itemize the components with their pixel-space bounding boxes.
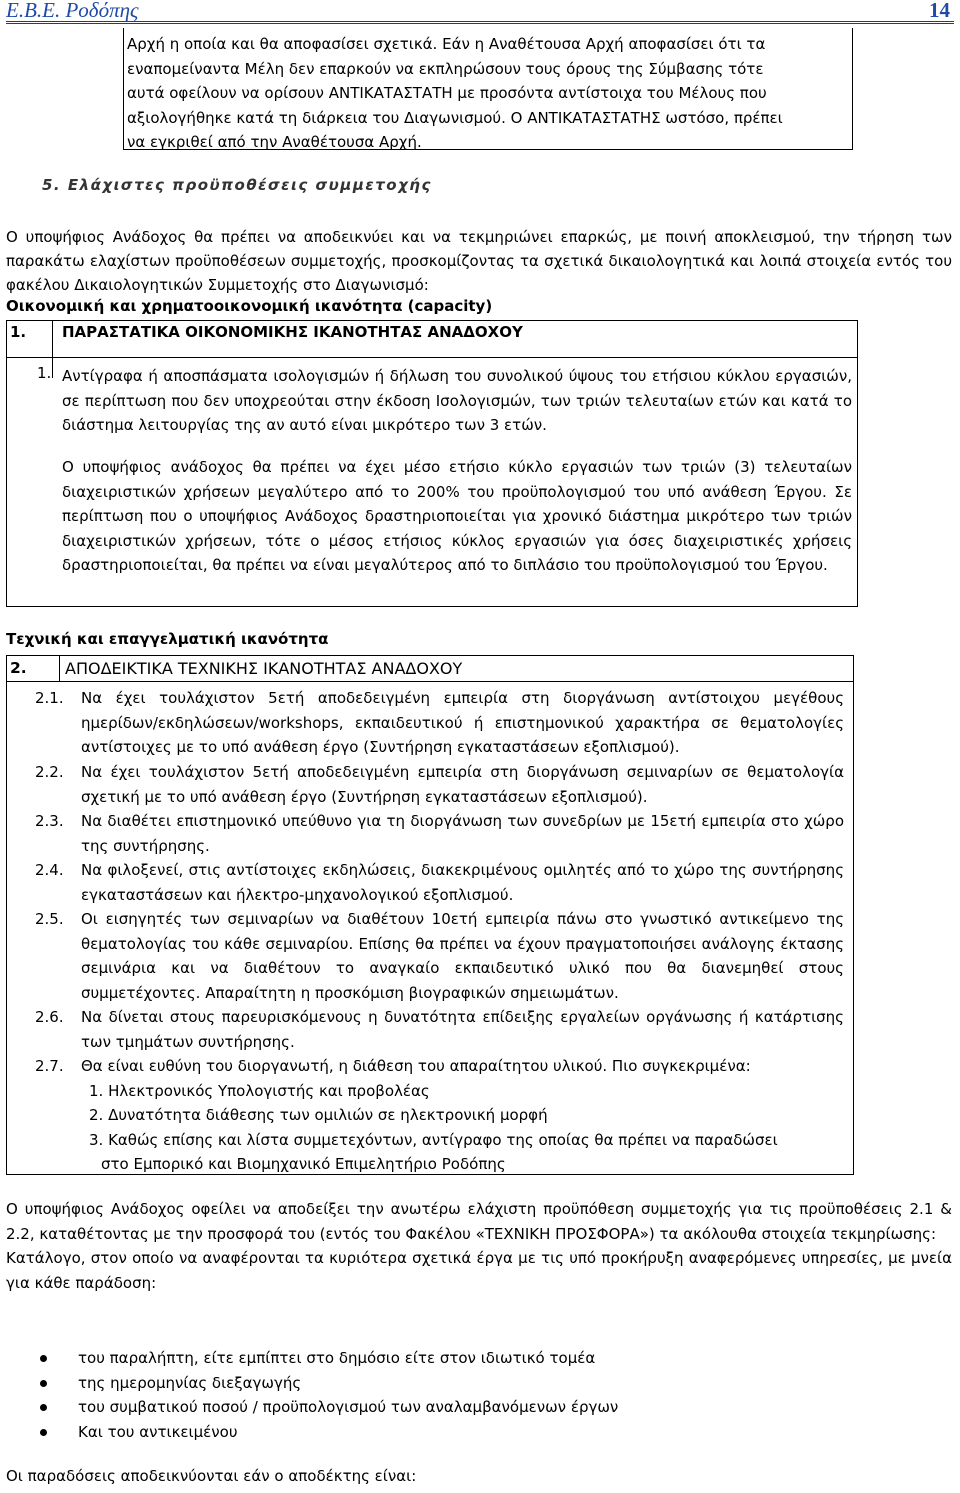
technical-subtitle: Τεχνική και επαγγελματική ικανότητα (6, 630, 329, 648)
financial-box-number: 1. (10, 323, 27, 341)
financial-box-header (6, 320, 858, 358)
item-text: Να φιλοξενεί, στις αντίστοιχες εκδηλώσεις, διακεκριμένους ομιλητές από το χώρο της συντήρησης εγκαταστάσεων και ήλεκτρο-μηχανολογικού εξοπλισμού. (81, 861, 844, 904)
item-text (81, 1054, 844, 1177)
outro-text-2: Κατάλογο, στον οποίο να αναφέρονται τα κυριότερα σχετικά έργα με τις υπό προκήρυξη αναφερόμενες υπηρεσίες, με μνεία για κάθε παράδοση: (6, 1249, 952, 1292)
bullet-icon (40, 1380, 47, 1387)
technical-box-header (7, 656, 853, 682)
bullet-text: του παραλήπτη, είτε εμπίπτει στο δημόσιο είτε στον ιδιωτικό τομέα (78, 1349, 596, 1367)
divider (59, 656, 60, 682)
financial-subtitle: Οικονομική και χρηματοοικονομική ικανότητα (capacity) (6, 297, 493, 315)
financial-box-title: ΠΑΡΑΣΤΑΤΙΚΑ ΟΙΚΟΝΟΜΙΚΗΣ ΙΚΑΝΟΤΗΤΑΣ ΑΝΑΔΟΧΟΥ (62, 323, 523, 341)
bullet-item (6, 1395, 906, 1420)
financial-item-text: Αντίγραφα ή αποσπάσματα ισολογισμών ή δήλωση του συνολικού ύψους του ετήσιου κύκλου εργασιών, σε περίπτωση που δεν υποχρεούται στην έκδοση Ισολογισμών, των τριών τελευταίων ετών και κατά το διάστημα λειτουργίας της αν αυτό είναι μικρότερο των 3 ετών. (62, 367, 852, 434)
box-line: αυτά οφείλουν να ορίσουν ΑΝΤΙΚΑΤΑΣΤΑΤΗ με προσόντα αντίστοιχα του Μέλους που (127, 84, 767, 102)
item-text-main: Θα είναι ευθύνη του διοργανωτή, η διάθεση του απαραίτητου υλικού. Πιο συγκεκριμένα: (81, 1057, 751, 1075)
divider (52, 358, 53, 378)
bullet-item (6, 1371, 906, 1396)
financial-box (6, 320, 858, 607)
box-line: να εγκριθεί από την Αναθέτουσα Αρχή. (127, 133, 422, 151)
item-text: Να διαθέτει επιστημονικό υπεύθυνο για τη διοργάνωση των συνεδρίων με 15ετή εμπειρία στο χώρο της συντήρησης. (81, 812, 844, 855)
item-number: 2.5. (35, 910, 64, 928)
item-number: 2.2. (35, 763, 64, 781)
item-number: 2.3. (35, 812, 64, 830)
sub-item: 2. Δυνατότητα διάθεσης των ομιλιών σε ηλεκτρονική μορφή (89, 1106, 548, 1124)
item-number: 2.7. (35, 1057, 64, 1075)
section-heading: 5. Ελάχιστες προϋποθέσεις συμμετοχής (42, 176, 432, 194)
financial-item-number: 1. (37, 364, 52, 382)
page-number: 14 (929, 0, 950, 22)
item-number: 2.6. (35, 1008, 64, 1026)
bullet-list (6, 1346, 906, 1444)
technical-box-number: 2. (10, 659, 27, 677)
outro-text-1: Ο υποψήφιος Ανάδοχος οφείλει να αποδείξει την ανωτέρω ελάχιστη προϋπόθεση συμμετοχής για τις προϋποθέσεις 2.1 & 2.2, καταθέτοντας με την προσφορά του (εντός του Φακέλου «ΤΕΧΝΙΚΗ ΠΡΟΣΦΟΡΑ») τα ακόλουθα στοιχεία τεκμηρίωσης: (6, 1200, 952, 1243)
box-line: εναπομείναντα Μέλη δεν επαρκούν να εκπληρώσουν τους όρους της Σύμβασης τότε (127, 59, 764, 78)
organization-name: Ε.Β.Ε. Ροδόπης (6, 0, 139, 22)
financial-requirement: Ο υποψήφιος ανάδοχος θα πρέπει να έχει μέσο ετήσιο κύκλο εργασιών των τριών (3) τελευταίων διαχειριστικών χρήσεων μεγαλύτερο από το 200% του προϋπολογισμού του υπό ανάθεση Έργου. Σε περίπτωση που ο υποψήφιος Ανάδοχος δραστηριοποιείται για χρονικό διάστημα μικρότερο των τριών διαχειριστικών χρήσεων, τότε ο μέσος ετήσιος κύκλος εργασιών για όσες διαχειριστικές χρήσεις δραστηριοποιείται, θα πρέπει να είναι μεγαλύτερος από το διπλάσιο του προϋπολογισμού του Έργου. (62, 458, 852, 574)
item-number: 2.4. (35, 861, 64, 879)
bullet-text: της ημερομηνίας διεξαγωγής (78, 1373, 302, 1392)
bullet-text: Και του αντικειμένου (78, 1422, 238, 1441)
item-text: Να δίνεται στους παρευρισκόμενους η δυνατότητα επίδειξης εργαλείων οργάνωσης ή κατάρτισης των τμημάτων συντήρησης. (81, 1008, 844, 1051)
sub-item: 1. Ηλεκτρονικός Υπολογιστής και προβολέας (89, 1081, 430, 1100)
final-line: Οι παραδόσεις αποδεικνύονται εάν ο αποδέκτης είναι: (6, 1467, 417, 1485)
item-number: 2.1. (35, 689, 64, 707)
bullet-item (6, 1346, 906, 1371)
intro-paragraph: Ο υποψήφιος Ανάδοχος θα πρέπει να αποδεικνύει και να τεκμηριώνει επαρκώς, με ποινή αποκλεισμού, την τήρηση των παρακάτω ελαχίστων προϋποθέσεων συμμετοχής, προσκομίζοντας τα σχετικά δικαιολογητικά και λοιπά στοιχεία εντός του φακέλου Δικαιολογητικών Συμμετοχής στο Διαγωνισμό: (6, 228, 952, 294)
technical-box-title: ΑΠΟΔΕΙΚΤΙΚΑ ΤΕΧΝΙΚΗΣ ΙΚΑΝΟΤΗΤΑΣ ΑΝΑΔΟΧΟΥ (65, 659, 463, 678)
financial-box-body (6, 358, 858, 607)
sub-item: 3. Καθώς επίσης και λίστα συμμετεχόντων, αντίγραφο της οποίας θα πρέπει να παραδώσει (89, 1130, 778, 1149)
bullet-text: του συμβατικού ποσού / προϋπολογισμού των αναλαμβανόμενων έργων (78, 1398, 619, 1416)
item-text: Να έχει τουλάχιστον 5ετή αποδεδειγμένη εμπειρία στη διοργάνωση αντίστοιχου μεγέθους ημερίδων/εκδηλώσεων/workshops, εκπαιδευτικού ή επιστημονικού χαρακτήρα σε θεματολογίες αντίστοιχες με το υπό ανάθεση έργο (Συντήρηση εγκαταστάσεων εξοπλισμού). (81, 689, 844, 756)
page-header (6, 0, 954, 24)
replacement-member-box (123, 28, 853, 150)
sub-item: στο Εμπορικό και Βιομηχανικό Επιμελητήριο Ροδόπης (101, 1155, 506, 1173)
box-line: αξιολογήθηκε κατά τη διάρκεια του Διαγωνισμού. Ο ΑΝΤΙΚΑΤΑΣΤΑΤΗΣ ωστόσο, πρέπει (127, 108, 783, 127)
bullet-item (6, 1420, 906, 1445)
bullet-icon (40, 1355, 47, 1362)
technical-box (6, 655, 854, 1175)
item-text: Να έχει τουλάχιστον 5ετή αποδεδειγμένη εμπειρία στη διοργάνωση σεμιναρίων σε θεματολογία σχετική με το υπό ανάθεση έργο (Συντήρηση εγκαταστάσεων εξοπλισμού). (81, 763, 844, 806)
divider (52, 321, 53, 359)
bullet-icon (40, 1404, 47, 1411)
bullet-icon (40, 1429, 47, 1436)
outro-paragraph (6, 1197, 952, 1295)
box-line: Αρχή η οποία και θα αποφασίσει σχετικά. Εάν η Αναθέτουσα Αρχή αποφασίσει ότι τα (127, 35, 766, 53)
item-text: Οι εισηγητές των σεμιναρίων να διαθέτουν 10ετή εμπειρία πάνω στο γνωστικό αντικείμενο της θεματολογίας του κάθε σεμιναρίου. Επίσης θα πρέπει να έχουν πραγματοποιήσει ανάλογης έκτασης σεμινάρια και να διαθέτουν το αναγκαίο εκπαιδευτικό υλικό που θα διανεμηθεί στους συμμετέχοντες. Απαραίτητη η προσκόμιση βιογραφικών σημειωμάτων. (81, 910, 844, 1002)
